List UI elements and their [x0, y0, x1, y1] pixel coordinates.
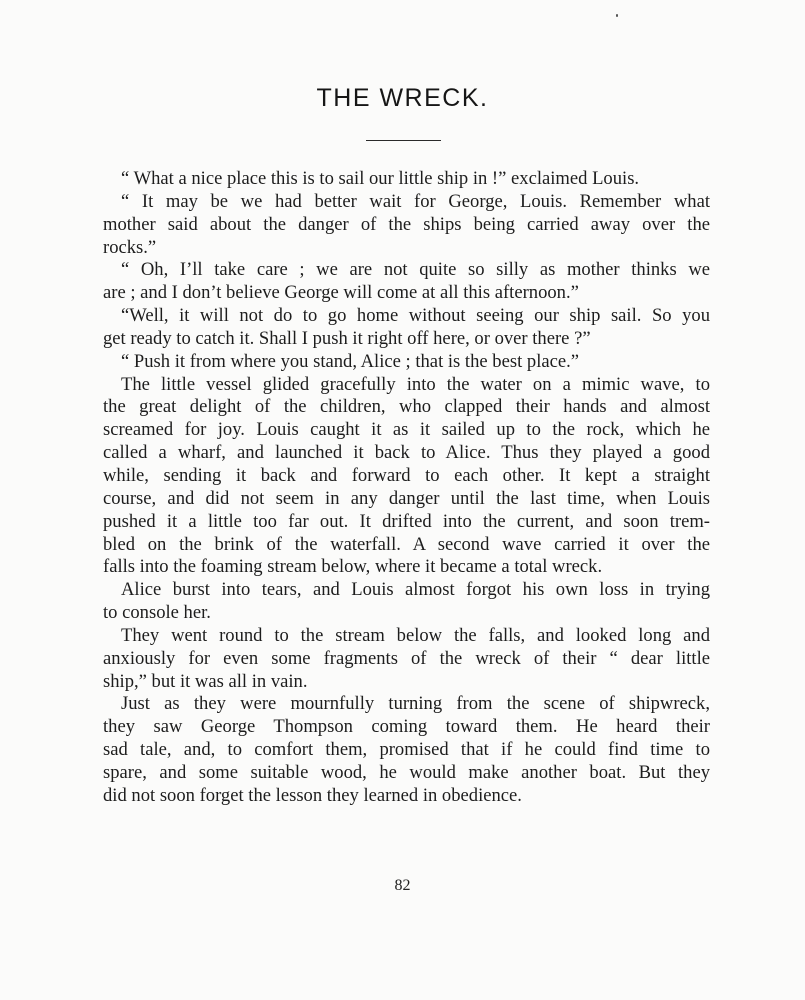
text-line: did not soon forget the lesson they learned in obedience. — [103, 784, 522, 806]
paragraph — [103, 259, 710, 305]
text-line: called a wharf, and launched it back to Alice. Thus they played a good — [103, 442, 710, 464]
text-line: rocks.” — [103, 236, 157, 258]
paragraph — [103, 191, 710, 260]
text-line: spare, and some suitable wood, he would make another boat. But they — [103, 761, 710, 783]
text-line: while, sending it back and forward to each other. It kept a straight — [103, 464, 710, 486]
text-line: “ What a nice place this is to sail our little ship in !” exclaimed Louis. — [121, 168, 640, 189]
paragraph — [103, 625, 710, 694]
text-line: “ Push it from where you stand, Alice ; that is the best place.” — [121, 350, 580, 372]
text-line: Just as they were mournfully turning from the scene of shipwreck, — [121, 693, 710, 715]
text-line: Alice burst into tears, and Louis almost forgot his own loss in trying — [121, 579, 710, 601]
text-line: “Well, it will not do to go home without seeing our ship sail. So you — [121, 305, 710, 327]
paragraph — [103, 351, 710, 374]
text-line: they saw George Thompson coming toward them. He heard their — [103, 716, 710, 738]
title-rule — [366, 140, 441, 141]
text-line: mother said about the danger of the ships being carried away over the — [103, 213, 710, 235]
text-line: anxiously for even some fragments of the wreck of their “ dear little — [103, 647, 710, 669]
text-line: falls into the foaming stream below, where it became a total wreck. — [103, 556, 603, 578]
paragraph — [103, 374, 710, 580]
text-line: ship,” but it was all in vain. — [103, 670, 308, 692]
text-line: “ It may be we had better wait for George, Louis. Remember what — [121, 190, 710, 212]
paragraph — [103, 579, 710, 625]
page-number: 82 — [394, 877, 411, 894]
paragraph — [103, 168, 710, 191]
text-line: “ Oh, I’ll take care ; we are not quite so silly as mother thinks we — [121, 259, 710, 281]
text-line: They went round to the stream below the falls, and looked long and — [121, 624, 710, 646]
text-line: sad tale, and, to comfort them, promised that if he could find time to — [103, 739, 710, 761]
text-line: are ; and I don’t believe George will come at all this afternoon.” — [103, 282, 579, 304]
story-text — [103, 168, 710, 808]
text-line: course, and did not seem in any danger until the last time, when Louis — [103, 487, 710, 509]
paragraph — [103, 693, 710, 807]
text-line: to console her. — [103, 602, 211, 624]
text-line: bled on the brink of the waterfall. A second wave carried it over the — [103, 533, 710, 555]
text-line: the great delight of the children, who clapped their hands and almost — [103, 396, 710, 418]
text-line: get ready to catch it. Shall I push it right off here, or over there ?” — [103, 327, 591, 349]
text-line: pushed it a little too far out. It drifted into the current, and soon trem- — [103, 510, 710, 532]
text-line: screamed for joy. Louis caught it as it sailed up to the rock, which he — [103, 419, 710, 441]
paragraph — [103, 305, 710, 351]
chapter-title: THE WRECK. — [316, 84, 489, 112]
ink-speck — [616, 14, 618, 17]
text-line: The little vessel glided gracefully into the water on a mimic wave, to — [121, 373, 710, 395]
